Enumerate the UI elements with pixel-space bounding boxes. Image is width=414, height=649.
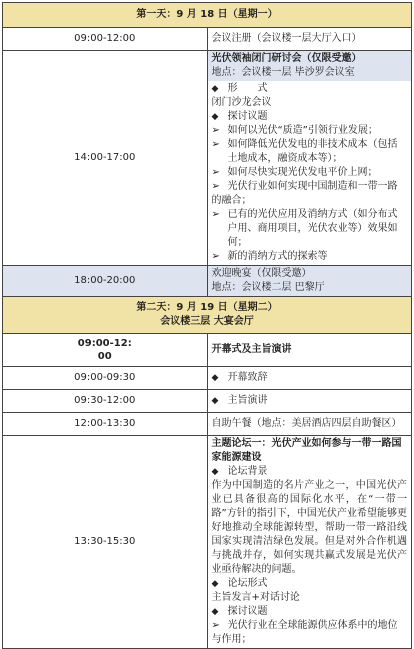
time-cell: 18:00-20:00: [3, 266, 208, 297]
arrow-bullet-icon: ➢: [211, 167, 220, 178]
arrow-bullet-icon: ➢: [211, 181, 220, 192]
diamond-bullet-icon: [212, 110, 228, 124]
arrow-bullet-icon: ➢: [211, 209, 220, 220]
format-heading: ◆形 式: [212, 82, 408, 96]
session-title: 光伏领袖闭门研讨会（仅限受邀）: [211, 53, 362, 64]
time-cell: 09:30-12:00: [3, 390, 208, 413]
day2-venue: 会议楼三层 大宴会厅: [160, 316, 254, 327]
time-cell: 13:30-15:30: [3, 436, 208, 649]
time-cell: 09:00-12:00: [3, 334, 208, 367]
topics-heading: ◆探讨议题: [212, 605, 408, 619]
session-detail: [207, 51, 412, 266]
arrow-bullet-icon: ➢: [211, 139, 220, 150]
list-item: ➢ 如何以光伏“质造”引领行业发展；: [211, 125, 378, 136]
agenda-row: [3, 51, 412, 266]
session-text: ◆ 开幕致辞: [207, 367, 412, 390]
list-item: ➢ 已有的光伏应用及消纳方式（如分布式户用、商用项目，光伏农业等）效果如何；: [211, 209, 398, 248]
list-item: ➢ 新的消纳方式的探索等: [211, 251, 328, 262]
diamond-bullet-icon: [212, 371, 228, 385]
time-cell: 09:00-12:00: [3, 28, 208, 51]
agenda-row: [3, 367, 412, 390]
time-cell: 14:00-17:00: [3, 51, 208, 266]
day1-header: 第一天：9 月 18 日（星期一）: [3, 3, 412, 28]
agenda-row: [3, 436, 412, 649]
form-text: 主旨发言+对话讨论: [211, 592, 300, 603]
arrow-bullet-icon: ➢: [211, 125, 220, 136]
topics-heading: ◆探讨议题: [212, 110, 408, 124]
form-heading: ◆论坛形式: [212, 577, 408, 591]
diamond-bullet-icon: [212, 465, 228, 479]
agenda-row: [3, 334, 412, 367]
session-title-block: [208, 51, 412, 81]
format-text: 闭门沙龙会议: [211, 97, 272, 108]
list-item: ➢ 如何尽快实现光伏发电平价上网；: [211, 167, 378, 178]
time-cell: 09:00-09:30: [3, 367, 208, 390]
background-text: 作为中国制造的名片产业之一，中国光伏产业已具备很高的国际化水平，在“一带一路”方针的指引下，中国光伏产业希望能够更好地推动全球能源转型，帮助一带一路沿线国家实现清洁绿色发展。但是对外合作机遇与挑战并存，如何实现共赢式发展是光伏产业亟待解决的问题。: [211, 480, 407, 575]
session-text: 会议注册（会议楼一层大厅入口）: [207, 28, 412, 51]
list-item: ➢ 光伏行业如何实现中国制造和一带一路的融合；: [211, 181, 398, 206]
session-text: ◆ 主旨演讲: [207, 390, 412, 413]
agenda-row: [3, 28, 412, 51]
arrow-bullet-icon: ➢: [211, 251, 220, 262]
session-detail: [207, 436, 412, 649]
arrow-bullet-icon: ➢: [211, 620, 220, 631]
session-detail: [207, 266, 412, 297]
diamond-bullet-icon: [212, 394, 228, 408]
list-item: ➢ 如何降低光伏发电的非技术成本（包括土地成本，融资成本等）；: [211, 139, 398, 164]
agenda-row: [3, 390, 412, 413]
session-text: 开幕式及主旨演讲: [207, 334, 412, 367]
background-heading: ◆论坛背景: [212, 465, 408, 479]
agenda-row: [3, 266, 412, 297]
agenda-table: [2, 2, 412, 649]
diamond-bullet-icon: [212, 82, 228, 96]
session-title: 欢迎晚宴（仅限受邀）: [211, 268, 312, 279]
session-title: 主题论坛一：光伏产业如何参与一带一路国家能源建设: [211, 438, 402, 463]
agenda-row: [3, 413, 412, 436]
day1-header-row: [3, 3, 412, 28]
session-location: 地点：会议楼二层 巴黎厅: [211, 282, 325, 293]
day2-header-row: [3, 297, 412, 334]
session-text: 自助午餐（地点：美居酒店四层自助餐区）: [207, 413, 412, 436]
diamond-bullet-icon: [212, 577, 228, 591]
session-location: 地点：会议楼一层 毕沙罗会议室: [211, 67, 355, 78]
diamond-bullet-icon: [212, 605, 228, 619]
day2-header: [3, 297, 412, 334]
time-cell: 12:00-13:30: [3, 413, 208, 436]
day2-date: 第二天：9 月 19 日（星期二）: [136, 302, 278, 313]
list-item: ➢ 光伏行业在全球能源供应体系中的地位与作用；: [211, 620, 398, 645]
